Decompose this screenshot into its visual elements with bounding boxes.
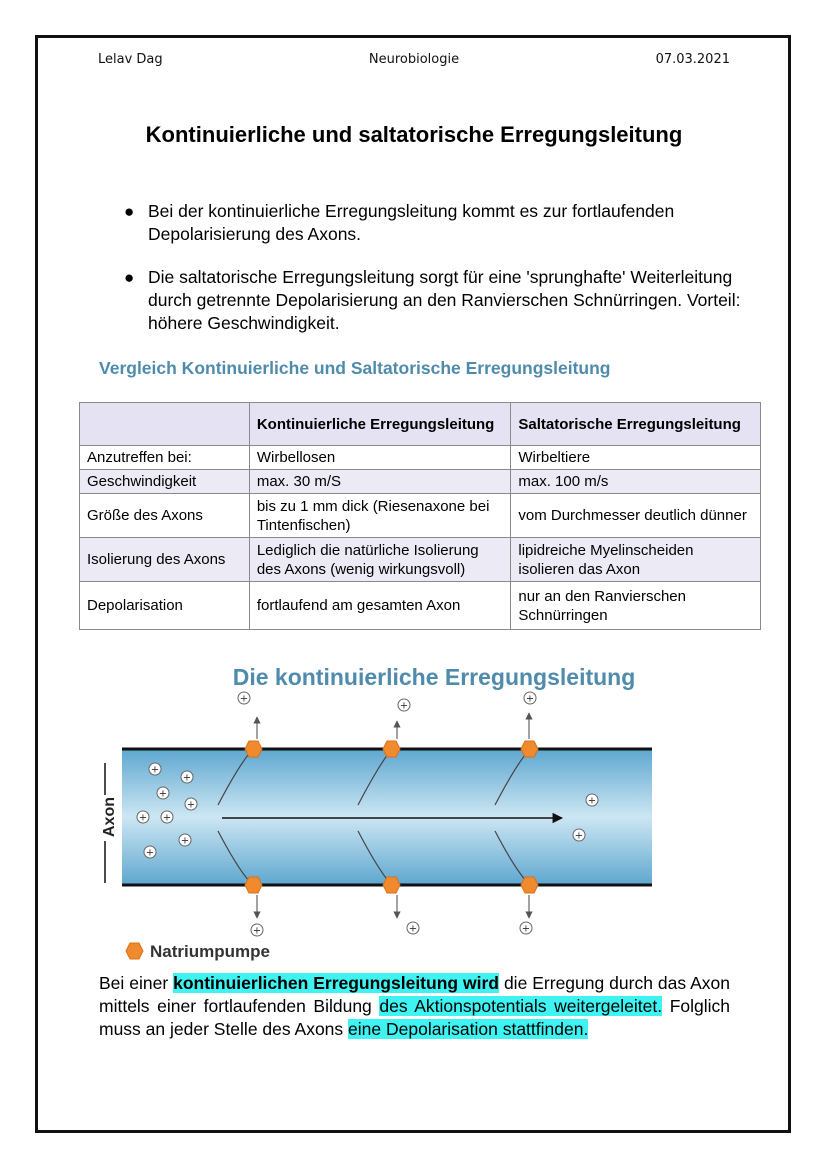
list-item — [108, 266, 748, 335]
table-row — [80, 582, 761, 630]
highlighted-text: kontinuierlichen Erregungsleitung wird — [173, 973, 499, 993]
sodium-pump-icon — [245, 741, 262, 757]
header-date: 07.03.2021 — [655, 52, 730, 67]
svg-text:+: + — [587, 795, 597, 807]
page-title: Kontinuierliche und saltatorische Erregungsleitung — [145, 122, 683, 147]
table-cell: Depolarisation — [80, 582, 250, 630]
legend-label: Natriumpumpe — [150, 942, 270, 961]
header-subject: Neurobiologie — [368, 52, 460, 67]
positive-ion-icon — [520, 922, 532, 935]
table-cell: fortlaufend am gesamten Axon — [249, 582, 511, 630]
table-cell: max. 30 m/S — [249, 470, 511, 494]
table-cell: Wirbeltiere — [511, 446, 761, 470]
axon-body — [122, 749, 652, 885]
list-item — [108, 200, 748, 246]
svg-text:+: + — [162, 812, 172, 824]
svg-text:+: + — [150, 764, 160, 776]
continuous-conduction-diagram — [80, 655, 740, 965]
axon-label: Axon — [101, 797, 118, 837]
positive-ion-icon — [251, 924, 263, 937]
table-cell: vom Durchmesser deutlich dünner — [511, 494, 761, 538]
table-header-row — [80, 403, 761, 446]
positive-ion-icon — [573, 829, 585, 842]
sodium-pump-icon — [521, 741, 538, 757]
table-cell: lipidreiche Myelinscheiden isolieren das Axon — [511, 538, 761, 582]
table-cell: nur an den Ranvierschen Schnürringen — [511, 582, 761, 630]
table-header-cell: Saltatorische Erregungsleitung — [511, 403, 761, 446]
sodium-pump-icon — [383, 877, 400, 893]
table-cell: max. 100 m/s — [511, 470, 761, 494]
table-cell: Größe des Axons — [80, 494, 250, 538]
conduction-paragraph — [99, 972, 730, 1041]
positive-ion-icon — [179, 834, 191, 847]
sodium-pump-icon — [245, 877, 262, 893]
positive-ion-icon — [161, 811, 173, 824]
table-cell: bis zu 1 mm dick (Riesenaxone bei Tintenfischen) — [249, 494, 511, 538]
svg-text:+: + — [239, 693, 249, 705]
positive-ion-icon — [137, 811, 149, 824]
table-cell: Anzutreffen bei: — [80, 446, 250, 470]
paragraph-text: Folglich muss an jeder Stelle des Axons — [99, 996, 731, 1039]
positive-ion-icon — [181, 771, 193, 784]
positive-ion-icon — [157, 787, 169, 800]
table-row — [80, 470, 761, 494]
positive-ion-icon — [185, 798, 197, 811]
positive-ion-icon — [238, 692, 250, 705]
table-cell: Isolierung des Axons — [80, 538, 250, 582]
svg-text:+: + — [399, 700, 409, 712]
paragraph-text: Bei einer — [99, 973, 174, 993]
sodium-pump-icon — [383, 741, 400, 757]
positive-ion-icon — [144, 846, 156, 859]
svg-text:+: + — [158, 788, 168, 800]
comparison-heading: Vergleich Kontinuierliche und Saltatorische Erregungsleitung — [99, 358, 611, 378]
positive-ion-icon — [524, 692, 536, 705]
paragraph-text: die Erregung durch das Axon mittels einer fortlaufenden Bildung — [99, 973, 730, 1016]
svg-text:+: + — [186, 799, 196, 811]
positive-ion-icon — [149, 763, 161, 776]
diagram-title: Die kontinuierliche Erregungsleitung — [232, 664, 636, 690]
table-row — [80, 446, 761, 470]
positive-ion-icon — [407, 922, 419, 935]
table-cell: Lediglich die natürliche Isolierung des Axons (wenig wirkungsvoll) — [249, 538, 511, 582]
svg-text:+: + — [138, 812, 148, 824]
header-author: Lelav Dag — [98, 52, 163, 67]
bullet-text: Die saltatorische Erregungsleitung sorgt für eine 'sprunghafte' Weiterleitung durch getrennte Depolarisierung an den Ranvierschen Schnürringen. Vorteil: höhere Geschwindigkeit. — [148, 267, 741, 333]
svg-text:+: + — [145, 847, 155, 859]
table-row — [80, 494, 761, 538]
svg-text:+: + — [574, 830, 584, 842]
legend-pump-icon — [126, 943, 143, 959]
table-row — [80, 538, 761, 582]
bullet-list — [108, 200, 748, 355]
table-header-cell — [80, 403, 250, 446]
positive-ion-icon — [586, 794, 598, 807]
svg-text:+: + — [408, 923, 418, 935]
highlighted-text: eine Depolarisation stattfinden. — [348, 1019, 589, 1039]
svg-text:+: + — [252, 925, 262, 937]
svg-text:+: + — [180, 835, 190, 847]
positive-ion-icon — [398, 699, 410, 712]
bullet-icon: ● — [124, 268, 135, 287]
sodium-pump-icon — [521, 877, 538, 893]
svg-text:+: + — [521, 923, 531, 935]
table-cell: Wirbellosen — [249, 446, 511, 470]
table-header-cell: Kontinuierliche Erregungsleitung — [249, 403, 511, 446]
bullet-text: Bei der kontinuierliche Erregungsleitung kommt es zur fortlaufenden Depolarisierung des Axons. — [148, 201, 675, 244]
svg-text:+: + — [525, 693, 535, 705]
bullet-icon: ● — [124, 202, 135, 221]
comparison-table — [79, 402, 761, 630]
table-cell: Geschwindigkeit — [80, 470, 250, 494]
svg-text:+: + — [182, 772, 192, 784]
highlighted-text: des Aktionspotentials weitergeleitet. — [379, 996, 663, 1016]
